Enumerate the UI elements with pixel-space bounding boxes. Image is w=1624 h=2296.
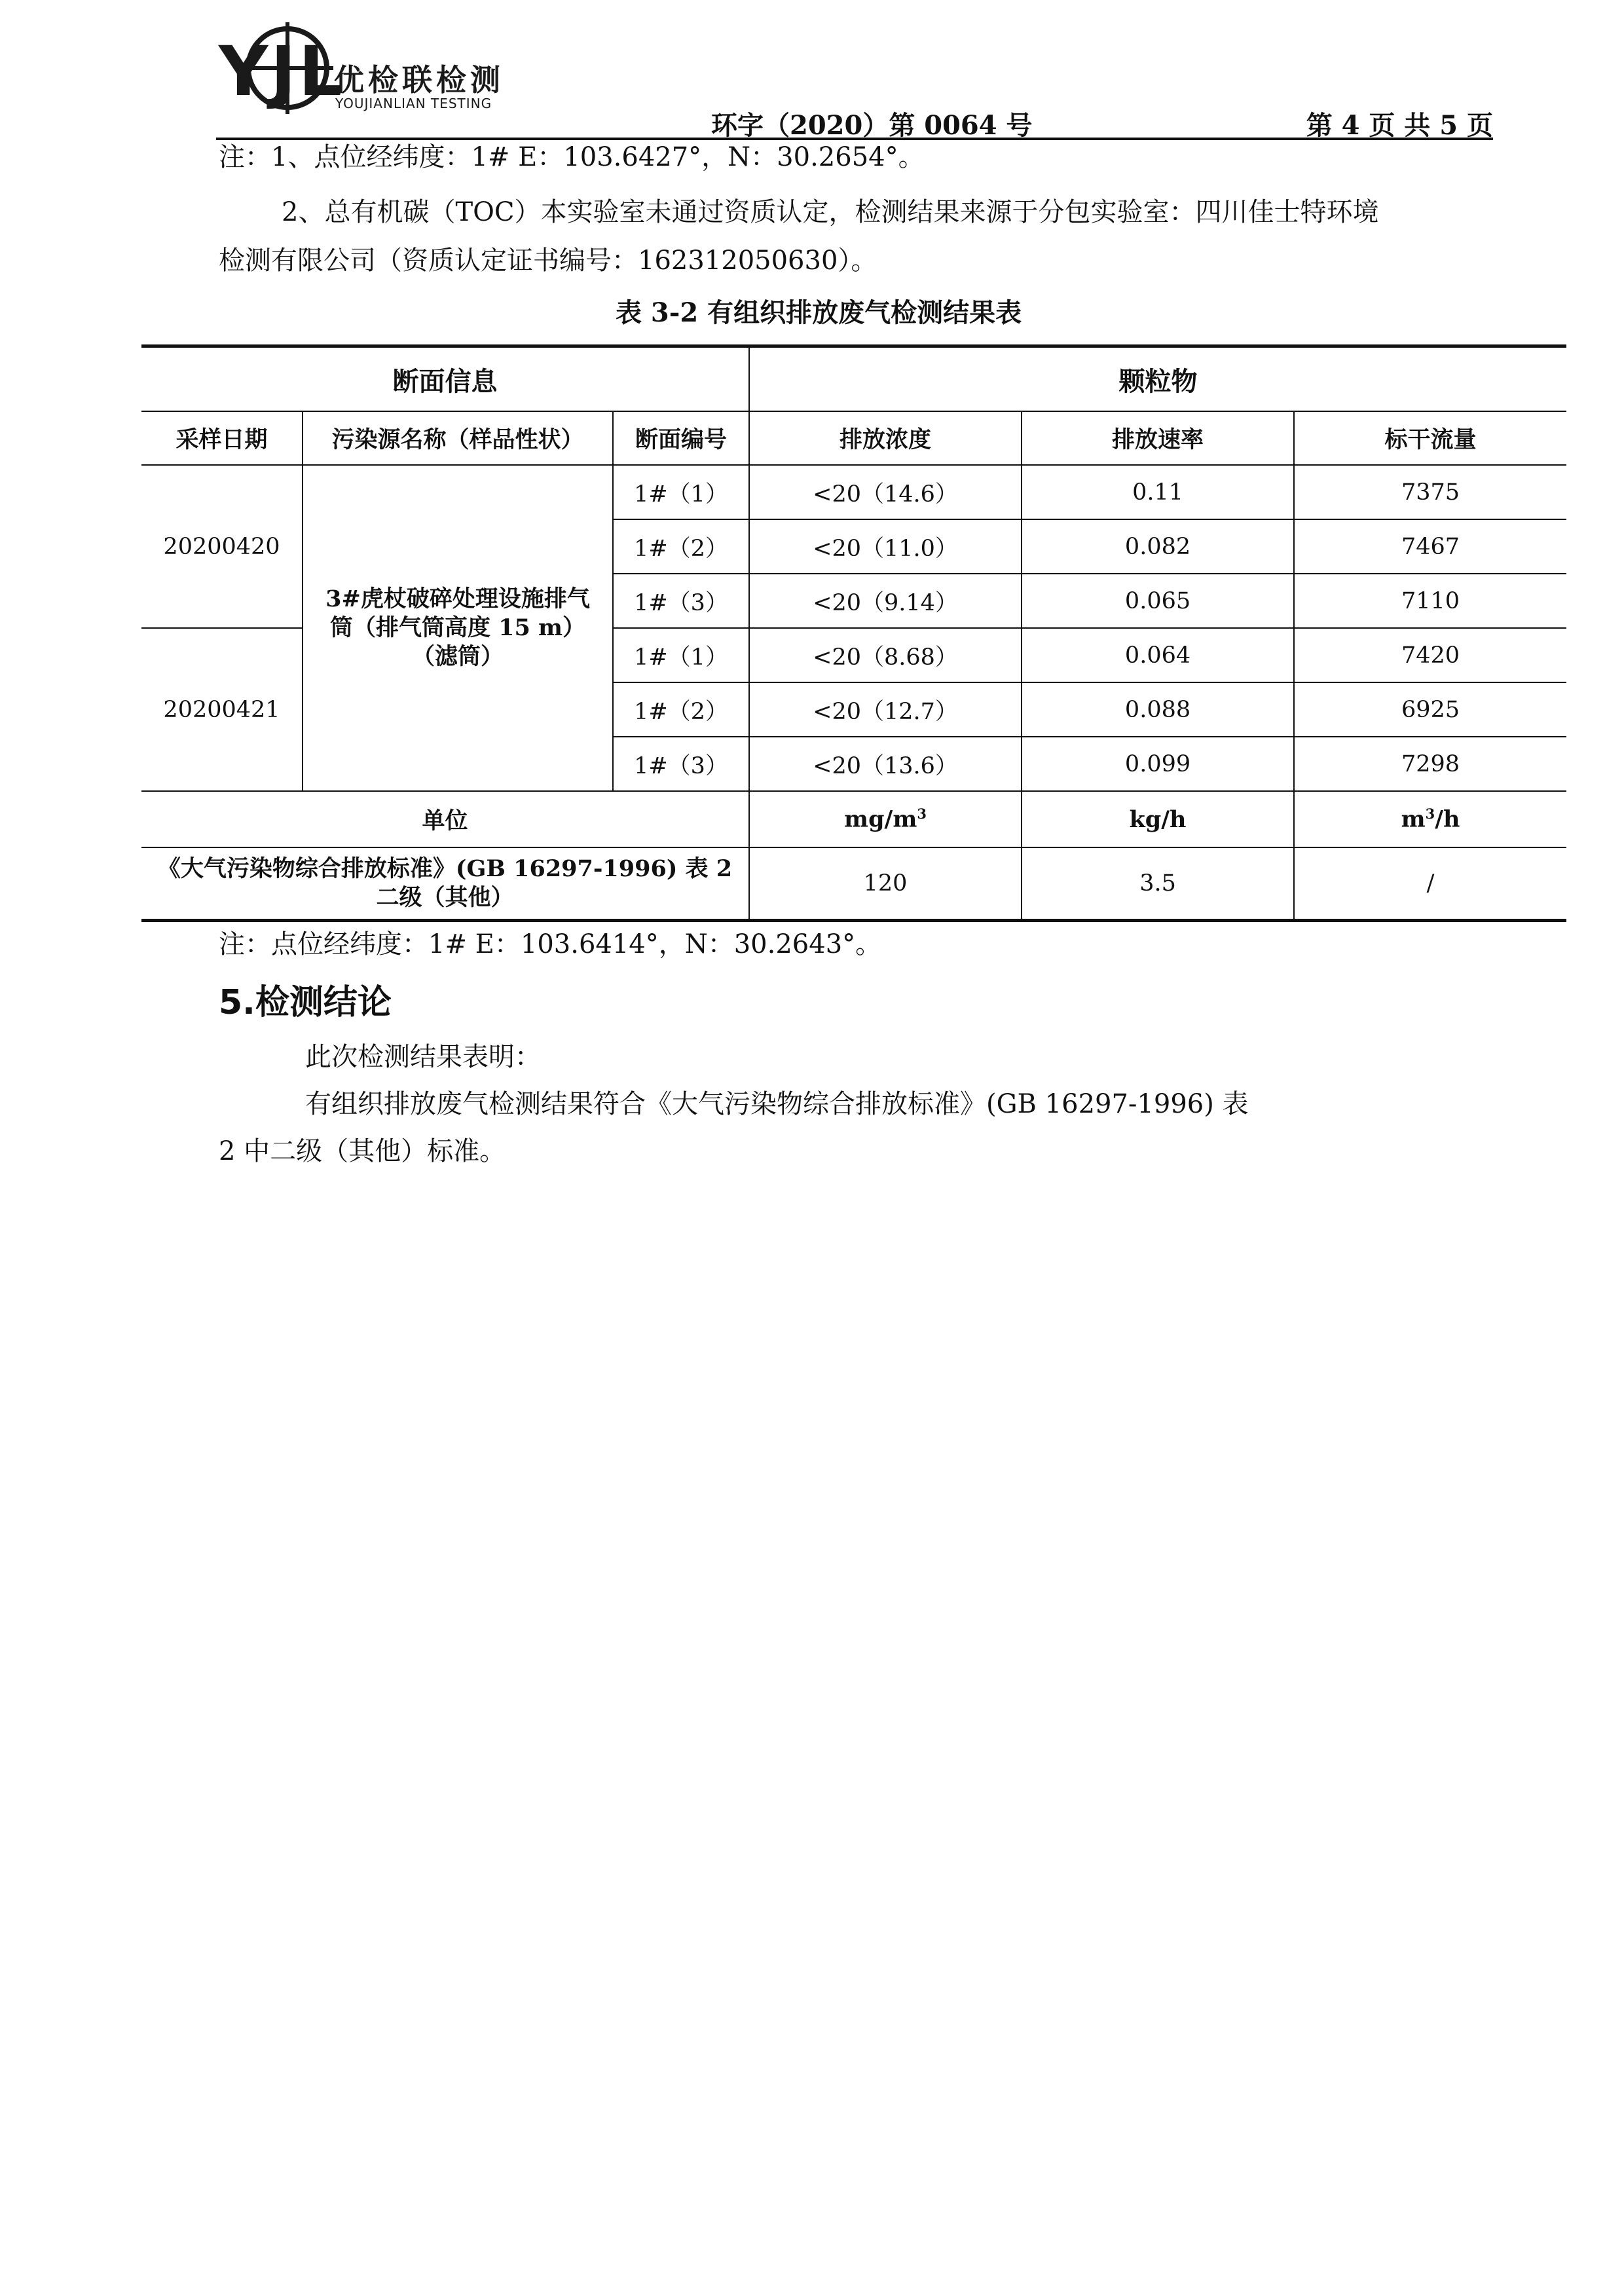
date-cell: 20200421 <box>141 628 303 791</box>
conclusion-line-1: 此次检测结果表明： <box>305 1042 541 1072</box>
col-header-source: 污染源名称（样品性状） <box>303 411 613 465</box>
section-cell: 1#（1） <box>613 628 749 682</box>
col-header-rate: 排放速率 <box>1022 411 1294 465</box>
source-line-1: 3#虎杖破碎处理设施排气 <box>325 585 590 612</box>
exhaust-results-table <box>141 344 1566 922</box>
logo-english-name: YOUJIANLIAN TESTING <box>335 96 492 111</box>
source-cell <box>303 465 613 791</box>
standard-flow: / <box>1294 847 1566 921</box>
standard-rate: 3.5 <box>1022 847 1294 921</box>
source-line-3: （滤筒） <box>411 643 504 670</box>
section-cell: 1#（1） <box>613 465 749 519</box>
rate-cell: 0.088 <box>1022 682 1294 737</box>
table-group-header-row <box>141 346 1566 412</box>
note-coordinates-2: 注：点位经纬度：1# E：103.6414°，N：30.2643°。 <box>219 929 882 959</box>
flow-cell: 7467 <box>1294 519 1566 574</box>
col-header-concentration: 排放浓度 <box>749 411 1022 465</box>
header-divider <box>216 138 1493 140</box>
company-logo <box>219 22 520 120</box>
note-toc-line-2: 检测有限公司（资质认定证书编号：162312050630）。 <box>219 246 877 276</box>
unit-label: 单位 <box>141 791 749 847</box>
table-row <box>141 465 1566 519</box>
col-header-date: 采样日期 <box>141 411 303 465</box>
note-toc-line-1: 2、总有机碳（TOC）本实验室未通过资质认定，检测结果来源于分包实验室：四川佳士特环境 <box>282 197 1379 227</box>
section-cell: 1#（2） <box>613 519 749 574</box>
col-header-section-no: 断面编号 <box>613 411 749 465</box>
concentration-cell: <20（8.68） <box>749 628 1022 682</box>
col-header-flow: 标干流量 <box>1294 411 1566 465</box>
table-column-header-row <box>141 411 1566 465</box>
section-cell: 1#（2） <box>613 682 749 737</box>
section-cell: 1#（3） <box>613 737 749 791</box>
concentration-cell: <20（11.0） <box>749 519 1022 574</box>
concentration-cell: <20（13.6） <box>749 737 1022 791</box>
flow-cell: 7298 <box>1294 737 1566 791</box>
concentration-cell: <20（9.14） <box>749 574 1022 628</box>
unit-flow: $m^3/h$ <box>1294 791 1566 847</box>
section-cell: 1#（3） <box>613 574 749 628</box>
conclusion-line-2: 有组织排放废气检测结果符合《大气污染物综合排放标准》(GB 16297-1996) 表 <box>305 1089 1249 1119</box>
flow-cell: 7375 <box>1294 465 1566 519</box>
note-coordinates-1: 注：1、点位经纬度：1# E：103.6427°，N：30.2654°。 <box>219 142 925 172</box>
group-header-particulate: 颗粒物 <box>749 346 1566 412</box>
conclusion-heading: 5.检测结论 <box>219 983 392 1022</box>
unit-concentration: $mg/m^3$ <box>749 791 1022 847</box>
standard-line-2: 二级（其他） <box>376 884 514 911</box>
standard-label <box>141 847 749 921</box>
logo-letters: YJL <box>219 31 345 111</box>
units-row <box>141 791 1566 847</box>
rate-cell: 0.099 <box>1022 737 1294 791</box>
rate-cell: 0.065 <box>1022 574 1294 628</box>
group-header-section-info: 断面信息 <box>141 346 749 412</box>
rate-cell: 0.064 <box>1022 628 1294 682</box>
standard-row <box>141 847 1566 921</box>
flow-cell: 7420 <box>1294 628 1566 682</box>
report-number: 环字（2020）第 0064 号 <box>711 110 1033 141</box>
standard-line-1: 《大气污染物综合排放标准》(GB 16297-1996) 表 2 <box>157 855 733 882</box>
rate-cell: 0.11 <box>1022 465 1294 519</box>
table-caption: 表 3-2 有组织排放废气检测结果表 <box>616 297 1022 328</box>
page-indicator: 第 4 页 共 5 页 <box>1306 110 1493 141</box>
standard-concentration: 120 <box>749 847 1022 921</box>
logo-chinese-name: 优检联检测 <box>334 62 504 98</box>
flow-cell: 7110 <box>1294 574 1566 628</box>
rate-cell: 0.082 <box>1022 519 1294 574</box>
concentration-cell: <20（14.6） <box>749 465 1022 519</box>
flow-cell: 6925 <box>1294 682 1566 737</box>
concentration-cell: <20（12.7） <box>749 682 1022 737</box>
unit-rate: kg/h <box>1022 791 1294 847</box>
date-cell: 20200420 <box>141 465 303 628</box>
source-line-2: 筒（排气筒高度 15 m） <box>329 614 586 641</box>
conclusion-line-3: 2 中二级（其他）标准。 <box>219 1136 506 1166</box>
